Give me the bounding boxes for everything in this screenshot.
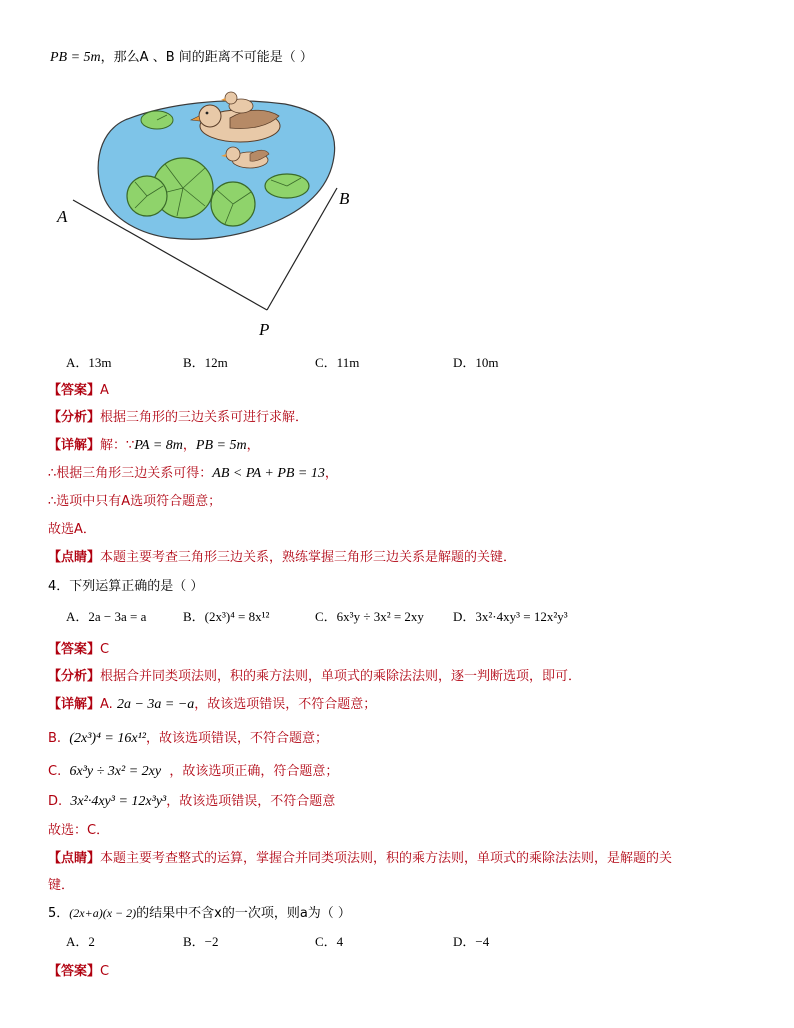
q5-option-b: B．−2	[183, 934, 219, 949]
detail-text: ，	[182, 438, 196, 453]
detail-math: 2a − 3a = −a	[116, 697, 195, 712]
detail-text: ，故该选项错误，不符合题意	[166, 794, 336, 809]
q4-option-c: C．6x³y ÷ 3x² = 2xy	[315, 609, 424, 624]
label-p: P	[259, 320, 270, 339]
q3-choose: 故选A．	[48, 522, 96, 537]
q4-analysis	[48, 665, 581, 684]
q4-comment	[48, 847, 672, 866]
analysis-tag: 【分析】	[48, 410, 101, 425]
comment-text: 本题主要考查整式的运算，掌握合并同类项法则，积的乘方法则，单项式的乘除法法则，是解题的关	[100, 851, 673, 866]
detail-math: 6x³y ÷ 3x² = 2xy	[69, 764, 162, 779]
q4-stem: 4．下列运算正确的是（ ）	[48, 579, 204, 594]
label-b: B	[339, 189, 350, 208]
detail-text: ，	[324, 466, 338, 481]
q3-detail	[48, 434, 260, 454]
q3-stem	[50, 46, 313, 66]
detail-prefix: C.	[48, 764, 62, 779]
label-a: A	[57, 207, 68, 226]
q5-stem-math: (2x+a)(x − 2)	[69, 906, 137, 920]
detail-text: ，故该选项错误，不符合题意；	[194, 697, 377, 712]
analysis-text: 根据合并同类项法则，积的乘方法则，单项式的乘除法法则，逐一判断选项，即可．	[100, 669, 582, 684]
detail-prefix: A.	[100, 697, 113, 712]
q5-answer	[48, 960, 109, 979]
detail-prefix: B.	[48, 731, 62, 746]
q3-option-c: C．11m	[315, 355, 360, 370]
analysis-text: 根据三角形的三边关系可进行求解．	[100, 410, 309, 425]
q4-option-d: D．3x²·4xy³ = 12x²y³	[453, 609, 568, 624]
q5-stem	[48, 902, 351, 921]
answer-tag: 【答案】	[48, 964, 101, 979]
q3-analysis	[48, 406, 308, 425]
q3-answer	[48, 379, 109, 398]
q5-option-d: D．−4	[453, 934, 490, 949]
q5-stem-prefix: 5．	[48, 906, 70, 921]
q4-detail-d	[48, 790, 335, 810]
q4-detail-c	[48, 760, 338, 780]
q4-option-b: B．(2x³)⁴ = 8x¹²	[183, 609, 270, 624]
q3-stem-math: PB = 5m	[50, 50, 101, 65]
q4-detail	[48, 693, 376, 713]
q4-choose: 故选：C．	[48, 823, 110, 838]
comment-tag: 【点睛】	[48, 550, 101, 565]
q5-stem-text: 的结果中不含x的一次项，则a为（ ）	[136, 906, 351, 921]
detail-math: (2x³)⁴ = 16x¹²	[69, 731, 146, 746]
q3-stem-text: ，那么A 、B 间的距离不可能是（ ）	[100, 50, 313, 65]
q3-detail-line2	[48, 462, 338, 482]
detail-text: ，故该选项错误，不符合题意；	[146, 731, 329, 746]
q3-option-b: B．12m	[183, 355, 228, 370]
q4-detail-b	[48, 727, 328, 747]
detail-prefix: D.	[48, 794, 63, 809]
detail-text: ，	[246, 438, 260, 453]
q4-comment-line2: 键．	[48, 878, 75, 893]
q3-detail-line3: ∴选项中只有A选项符合题意；	[48, 494, 222, 509]
q4-option-a: A．2a − 3a = a	[66, 609, 147, 624]
answer-value: C	[100, 964, 110, 979]
q4-answer	[48, 638, 109, 657]
q5-option-c: C．4	[315, 934, 344, 949]
q3-option-a: A．13m	[66, 355, 112, 370]
detail-text: ，故该选项正确，符合题意；	[169, 764, 339, 779]
detail-math: PA = 8m	[134, 438, 183, 453]
comment-tag: 【点睛】	[48, 851, 101, 866]
q3-comment	[48, 546, 516, 565]
detail-text: 解：∵	[100, 438, 135, 453]
q3-option-d: D．10m	[453, 355, 499, 370]
detail-math: 3x²·4xy³ = 12x³y³	[70, 794, 167, 809]
pond-duck-figure	[55, 82, 375, 344]
comment-text: 本题主要考查三角形三边关系，熟练掌握三角形三边关系是解题的关键．	[100, 550, 517, 565]
analysis-tag: 【分析】	[48, 669, 101, 684]
q5-option-a: A．2	[66, 934, 95, 949]
detail-tag: 【详解】	[48, 438, 101, 453]
detail-math: AB < PA + PB = 13	[212, 466, 325, 481]
answer-tag: 【答案】	[48, 383, 101, 398]
detail-text: ∴根据三角形三边关系可得：	[48, 466, 213, 481]
answer-value: C	[100, 642, 110, 657]
answer-tag: 【答案】	[48, 642, 101, 657]
answer-value: A	[100, 383, 109, 398]
detail-math: PB = 5m	[195, 438, 247, 453]
detail-tag: 【详解】	[48, 697, 101, 712]
